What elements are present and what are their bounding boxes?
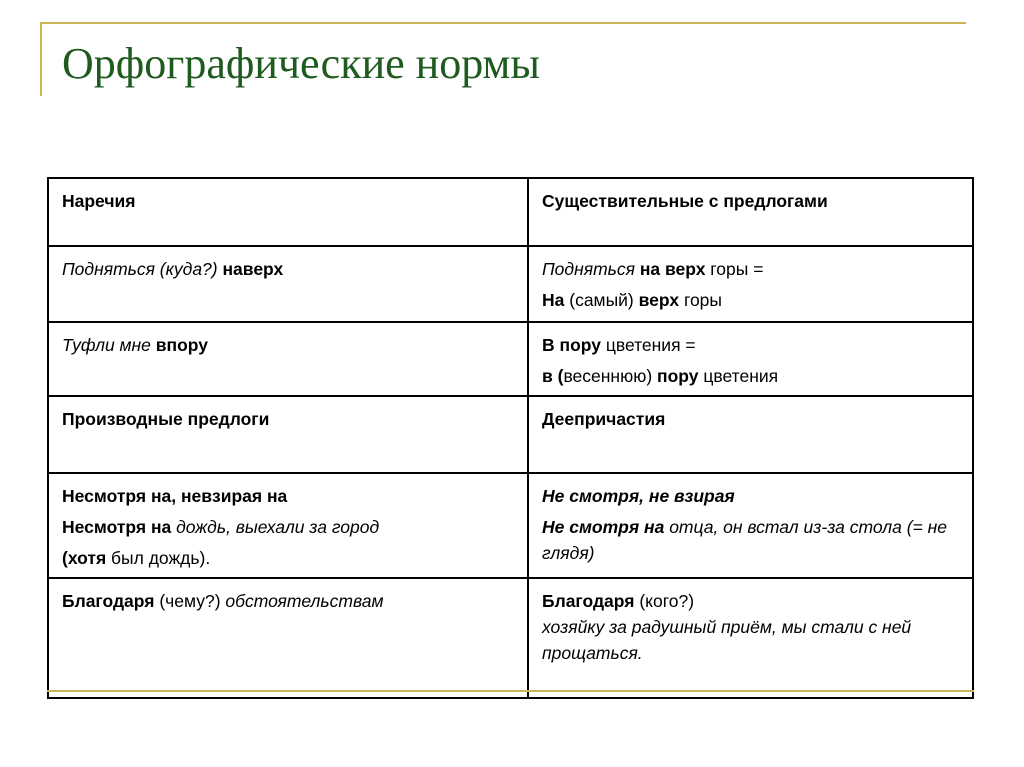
cell-text: хозяйку за радушный приём, мы стали с ней прощаться.: [542, 617, 912, 663]
table-row: [48, 578, 973, 698]
top-frame-line: [40, 22, 966, 24]
cell-text: горы =: [705, 259, 764, 279]
cell-text-bold: впору: [155, 335, 208, 355]
slide-title: Орфографические нормы: [62, 39, 540, 88]
cell-text-bold: верх: [638, 290, 680, 310]
cell-text-bold: Благодаря: [62, 591, 155, 611]
cell-text-bold: На: [542, 290, 565, 310]
cell-text-bold-italic: Не смотря, не взирая: [542, 486, 735, 506]
table-row: [48, 246, 973, 322]
cell-text: (самый): [564, 290, 639, 310]
table-cell: [528, 246, 973, 322]
table-row: [48, 473, 973, 578]
table-cell: [528, 396, 973, 473]
table-cell: [528, 473, 973, 578]
cell-text: цветения: [698, 366, 779, 386]
table-cell: [528, 578, 973, 698]
table-cell: [528, 178, 973, 246]
table-cell: [48, 246, 528, 322]
table-cell: [48, 578, 528, 698]
cell-text-bold: Несмотря на, невзирая на: [62, 486, 288, 506]
table-row: [48, 178, 973, 246]
cell-text: Туфли мне: [62, 335, 156, 355]
table-cell: [48, 396, 528, 473]
cell-text-bold: В пору: [542, 335, 601, 355]
table-cell: [48, 178, 528, 246]
cell-text: (чему?): [154, 591, 226, 611]
spelling-rules-table: [47, 177, 974, 699]
cell-text-bold: в (: [542, 366, 564, 386]
cell-text: Подняться (куда?): [62, 259, 223, 279]
cell-text: весеннюю): [563, 366, 658, 386]
cell-text: (кого?): [634, 591, 695, 611]
cell-text: дождь, выехали за город: [171, 517, 380, 537]
table-row: [48, 322, 973, 396]
header-derived-prepositions: Производные предлоги: [62, 409, 270, 429]
cell-text-bold: наверх: [222, 259, 284, 279]
cell-text-bold: пору: [657, 366, 699, 386]
header-gerunds: Деепричастия: [542, 409, 666, 429]
header-nouns-with-prepositions: Существительные с предлогами: [542, 191, 828, 211]
cell-text: обстоятельствам: [225, 591, 384, 611]
cell-text: горы: [679, 290, 722, 310]
table-cell: [48, 473, 528, 578]
cell-text: Подняться: [542, 259, 640, 279]
bottom-accent-line: [47, 690, 974, 692]
cell-text-bold: Благодаря: [542, 591, 635, 611]
cell-text: цветения =: [600, 335, 696, 355]
table-cell: [48, 322, 528, 396]
cell-text-bold-italic: Не смотря на: [542, 517, 665, 537]
cell-text: был дождь).: [106, 548, 211, 568]
cell-text-bold: Несмотря на: [62, 517, 172, 537]
left-frame-line: [40, 22, 42, 96]
cell-text-bold: (хотя: [62, 548, 107, 568]
header-adverbs: Наречия: [62, 191, 136, 211]
table-row: [48, 396, 973, 473]
table-cell: [528, 322, 973, 396]
cell-text-bold: на верх: [639, 259, 706, 279]
cell-text: отца, он встал из-за стола (= не глядя): [542, 517, 947, 563]
